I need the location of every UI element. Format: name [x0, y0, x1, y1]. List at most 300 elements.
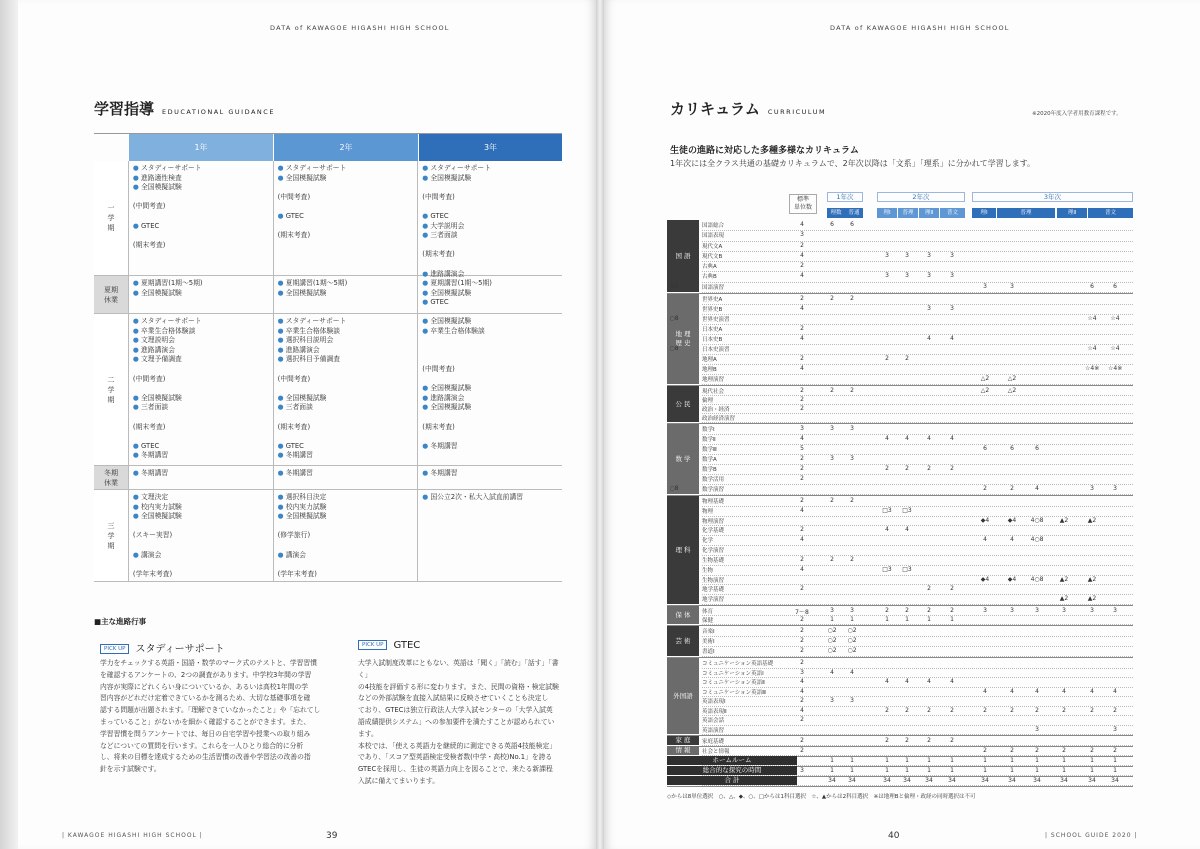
unit-value: 3: [905, 251, 909, 259]
category-divider: [667, 605, 1133, 606]
unit-value: 2: [1010, 747, 1014, 754]
unit-value: 1: [950, 757, 954, 764]
subject-name: 数学Ⅱ: [702, 437, 716, 443]
term-row: [94, 276, 562, 314]
unit-value: 1: [850, 757, 854, 764]
unit-value: 34: [848, 777, 856, 784]
curriculum-table: [667, 190, 1133, 790]
unit-value: 2: [1010, 706, 1014, 714]
subject-name: 地学基礎: [702, 587, 725, 594]
category-divider: [667, 293, 1133, 294]
cell-line: (期末考査): [422, 422, 455, 431]
bullet-icon: ●: [132, 336, 142, 345]
subject-name: 日本史A: [702, 327, 723, 333]
unit-value: 1: [830, 767, 834, 774]
bullet-icon: ●: [277, 326, 286, 335]
bullet-icon: ●: [132, 173, 142, 182]
unit-value: 4: [927, 435, 931, 442]
term-row: [94, 466, 562, 490]
subject-category: 理 科: [667, 496, 699, 604]
unit-value: 2: [905, 465, 909, 472]
row-divider: [702, 545, 1133, 546]
subject-name: コミュニケーション英語基礎: [702, 661, 774, 667]
pickup-study-support: [100, 640, 225, 655]
row-divider: [702, 677, 1133, 678]
cell-line: [133, 212, 269, 222]
bullet-icon: ●: [277, 288, 286, 297]
subject-name: 国語総合: [702, 223, 725, 229]
text-line: 大学入試制度改革にともない、英語は「聞く」「読む」「話す」「書く」: [358, 659, 559, 679]
cell-line: ● 文理説明会: [132, 336, 175, 345]
unit-value: 4: [1062, 687, 1066, 695]
subject-name: 国語表現: [702, 233, 725, 240]
course-header: 理数: [827, 208, 845, 218]
bullet-icon: ●: [132, 441, 142, 450]
subject-name: 家庭基礎: [702, 739, 725, 745]
cell-line: (中間考査): [277, 374, 311, 383]
unit-value: 34: [903, 777, 911, 784]
term-cell: [417, 466, 562, 489]
term-row: [94, 314, 562, 466]
legend: ◇からは8単位選択 ○、△、◆、○、□からは1科目選択 ☆、▲からは2科目選択 ※は地理Bと倫理・政経の同時選択は不可: [667, 794, 976, 800]
unit-value: 1: [1035, 767, 1039, 774]
cell-line: [133, 560, 269, 570]
cell-line: ● 選択科目説明会: [277, 336, 334, 345]
subject-category: 情 報: [667, 746, 699, 755]
unit-value: 2: [800, 262, 804, 270]
unit-value: 34: [1033, 777, 1041, 784]
events-title: ■主な進路行事: [94, 617, 147, 626]
unit-value: 2: [983, 485, 987, 492]
term-label: 三 学 期: [94, 490, 128, 581]
right-footer: | SCHOOL GUIDE 2020 |: [1045, 832, 1138, 839]
unit-value: 2: [1113, 706, 1117, 714]
cell-line: [422, 432, 558, 442]
unit-value: 3: [830, 425, 834, 432]
cell-line: ● 進路講演会: [422, 269, 465, 278]
bullet-icon: ●: [422, 173, 431, 182]
term-cell: [128, 276, 273, 313]
text-line: 針を示す試験です。: [100, 765, 161, 774]
unit-value: 2: [800, 497, 804, 504]
bullet-icon: ●: [277, 493, 286, 501]
row-divider: [702, 646, 1133, 647]
unit-value: 4: [950, 678, 954, 685]
unit-value: 2: [800, 697, 804, 704]
unit-value: 2: [950, 737, 954, 744]
unit-value: 2: [800, 716, 804, 723]
unit-value: 4: [885, 526, 889, 534]
subject-category: 公 民: [667, 386, 699, 422]
text-line: GTECを採用し、生徒の英語力向上を図ることで、来たる新課程: [358, 765, 553, 774]
unit-value: △2: [980, 375, 990, 382]
unit-value: 1: [983, 767, 987, 774]
category-divider: [667, 625, 1133, 626]
unit-value: 4: [800, 536, 804, 544]
unit-value: 1: [1090, 767, 1094, 774]
unit-value: 2: [800, 637, 804, 644]
unit-value: 1: [885, 757, 889, 764]
unit-value: 4: [800, 678, 804, 685]
bullet-icon: ●: [277, 164, 286, 172]
unit-value: 4○8: [1030, 536, 1044, 544]
row-divider: [702, 696, 1133, 697]
term-cell: [273, 490, 418, 581]
subject-name: 美術Ⅰ: [702, 639, 715, 645]
category-divider: [667, 385, 1133, 386]
unit-value: 3: [850, 425, 854, 432]
bullet-icon: ●: [132, 493, 142, 501]
unit-value: 1: [1090, 757, 1094, 764]
unit-value: 4: [800, 221, 804, 228]
course-header: 理Ⅰ: [972, 208, 996, 218]
unit-value: ○2: [847, 627, 857, 634]
unit-value: 2: [950, 465, 954, 472]
term-label: 夏期 休業: [94, 276, 128, 313]
unit-value: 1: [1010, 757, 1014, 764]
unit-value: 2: [950, 607, 954, 614]
unit-value: 34: [1008, 777, 1016, 784]
bullet-icon: ●: [277, 451, 286, 460]
bullet-icon: ●: [132, 279, 142, 287]
subject-name: 政治経済演習: [702, 416, 736, 422]
bullet-icon: ●: [422, 393, 431, 402]
unit-value: 3: [1035, 725, 1039, 733]
subject-name: 世界史A: [702, 297, 723, 303]
unit-value: 4: [800, 506, 804, 514]
unit-value: ▲2: [1059, 516, 1069, 524]
subject-name: 生物基礎: [702, 557, 725, 564]
left-footer: | KAWAGOE HIGASHI HIGH SCHOOL |: [62, 832, 203, 839]
bullet-icon: ●: [277, 173, 286, 182]
cell-line: ● GTEC: [132, 221, 160, 230]
unit-value: 34: [1111, 777, 1119, 784]
cell-line: (期末考査): [277, 422, 311, 431]
unit-value: 2: [905, 607, 909, 614]
term-label: 冬期 休業: [94, 466, 128, 489]
unit-value: 6: [1113, 282, 1117, 290]
unit-value: 2: [800, 659, 804, 666]
subject-name: 地理B: [702, 367, 717, 373]
course-header: 理Ⅱ: [1057, 208, 1087, 218]
bullet-icon: ●: [422, 288, 431, 297]
unit-value: 4: [1035, 485, 1039, 492]
unit-value: ☆4※: [1085, 365, 1100, 372]
term-cell: [273, 161, 418, 275]
cell-line: [278, 222, 414, 232]
year-note: ※2020年度入学者用教育課程です。: [1032, 111, 1122, 117]
unit-value: 2: [1090, 706, 1094, 714]
subject-category: 保 体: [667, 606, 699, 624]
unit-value: 1: [927, 757, 931, 764]
cell-line: ● スタディーサポート: [277, 164, 347, 172]
subject-name: 現代文A: [702, 243, 723, 250]
row-divider: [702, 364, 1133, 365]
cell-line: [133, 193, 269, 203]
unit-value: 5: [800, 445, 804, 452]
subject-name: 地理A: [702, 357, 717, 363]
subject-name: コミュニケーション英語Ⅲ: [702, 689, 766, 696]
bullet-icon: ●: [132, 451, 142, 460]
page-edge: [0, 0, 18, 849]
row-divider: [702, 484, 1133, 485]
cell-line: ● 選択科目予備調査: [277, 355, 341, 364]
cell-line: [133, 541, 269, 551]
cell-line: [422, 183, 558, 193]
row-divider: [702, 282, 1133, 283]
unit-value: ◆4: [1007, 516, 1017, 524]
cell-line: [278, 183, 414, 193]
unit-value: 4: [800, 272, 804, 280]
category-divider: [667, 423, 1133, 424]
subject-category: 総合的な探究の時間: [667, 766, 797, 775]
guidance-table: [94, 133, 562, 582]
cell-line: ● 進路講演会: [422, 393, 465, 402]
bullet-icon: ●: [132, 512, 142, 521]
unit-value: 2: [830, 497, 834, 504]
row-divider: [702, 584, 1133, 585]
right-header: DATA of KAWAGOE HIGASHI HIGH SCHOOL: [830, 24, 1010, 32]
unit-value: 3: [830, 455, 834, 462]
subject-name: 数学Ⅲ: [702, 447, 717, 453]
unit-value: 1: [850, 767, 854, 774]
grade-group-header: 2年次: [877, 192, 965, 202]
cell-line: ● 冬期講習: [277, 451, 313, 460]
unit-value: 2: [983, 747, 987, 754]
row-divider: [702, 464, 1133, 465]
unit-value: 4: [800, 305, 804, 312]
cell-line: [422, 355, 558, 365]
unit-value: △2: [1007, 387, 1017, 394]
cell-line: [278, 522, 414, 532]
cell-line: (中間考査): [132, 374, 166, 383]
unit-value: 3: [1090, 485, 1094, 492]
unit-value: 2: [850, 555, 854, 563]
subject-name: 化学: [702, 538, 714, 545]
subject-name: 生物演習: [702, 577, 725, 584]
bullet-icon: ●: [277, 345, 286, 354]
unit-value: 10: [670, 282, 678, 290]
unit-value: 4: [800, 335, 804, 342]
unit-value: 7～8: [795, 609, 809, 616]
subject-name: 書道Ⅰ: [702, 649, 715, 655]
unit-value: 6: [1035, 445, 1039, 452]
unit-value: 4: [850, 668, 854, 676]
grade-group-header: 3年次: [972, 192, 1133, 202]
cell-line: ● 卒業生合格体験談: [422, 326, 485, 335]
bullet-icon: ●: [422, 403, 431, 412]
cell-line: [133, 413, 269, 423]
unit-value: 34: [883, 777, 891, 784]
unit-value: 2: [830, 555, 834, 563]
unit-value: 4: [800, 565, 804, 573]
unit-value: 2: [800, 475, 804, 482]
unit-value: 1: [850, 616, 854, 623]
subject-name: 政治・経済: [702, 407, 730, 413]
bullet-icon: ●: [132, 183, 142, 192]
cell-line: ● スタディーサポート: [132, 317, 202, 325]
cell-line: (期末考査): [277, 231, 311, 240]
row-divider: [702, 241, 1133, 242]
unit-value: 3: [850, 607, 854, 614]
subject-name: 英語表現Ⅰ: [702, 699, 726, 705]
unit-value: 3: [1090, 607, 1094, 614]
unit-value: 2: [1062, 747, 1066, 754]
unit-value: 1: [927, 767, 931, 774]
row-divider: [702, 636, 1133, 637]
unit-value: 6: [983, 445, 987, 452]
unit-value: 1: [1062, 757, 1066, 764]
subject-name: 古典B: [702, 274, 717, 281]
unit-value: 34: [1060, 777, 1068, 784]
cell-line: ● 文理決定: [132, 493, 169, 501]
term-cell: [417, 490, 562, 581]
curriculum-description: 1年次には全クラス共通の基礎カリキュラムで、2年次以降は「文系」「理系」に分かれて学習します。: [670, 159, 1036, 168]
course-header: 理Ⅱ: [919, 208, 939, 218]
cell-line: ● スタディーサポート: [132, 164, 202, 172]
text-line: ます。: [358, 729, 378, 738]
cell-line: ● 冬期講習: [277, 469, 313, 477]
term-cell: [128, 314, 273, 465]
cell-line: ● 大学説明会: [422, 221, 465, 230]
cell-line: ● 講演会: [132, 550, 162, 559]
title-ja: 学習指導: [94, 100, 155, 118]
page-number-right: 40: [888, 831, 900, 841]
subject-category: 芸 術: [667, 626, 699, 656]
unit-value: 1: [950, 767, 954, 774]
row-divider: [702, 725, 1133, 726]
category-divider: [667, 495, 1133, 496]
subject-name: 物理基礎: [702, 499, 725, 505]
row-divider: [702, 261, 1133, 262]
subject-name: 現代社会: [702, 389, 725, 395]
unit-value: 2: [850, 387, 854, 394]
unit-value: 1: [1035, 757, 1039, 764]
cell-line: (期末考査): [422, 250, 455, 259]
unit-value: 3: [950, 305, 954, 312]
cell-line: ● 全国模擬試験: [422, 403, 472, 412]
unit-value: 6: [830, 221, 834, 228]
grade-group-header: 1年次: [827, 192, 863, 202]
cell-line: (中間考査): [132, 202, 166, 211]
unit-value: 1: [905, 757, 909, 764]
row-divider: [702, 271, 1133, 272]
unit-value: 1: [1010, 767, 1014, 774]
cell-line: ● 三者面談: [422, 231, 458, 240]
text-line: 認する問題が出題されます。「理解できていなかったこと」や「忘れてし: [100, 706, 321, 715]
cell-line: ● 全国模擬試験: [132, 288, 182, 297]
unit-value: 3: [983, 282, 987, 290]
row-divider: [702, 395, 1133, 396]
cell-line: ● 講演会: [277, 550, 307, 559]
term-cell: [128, 490, 273, 581]
course-header: 普文: [1088, 208, 1133, 218]
unit-value: △2: [980, 387, 990, 394]
unit-value: ☆4※: [1108, 365, 1123, 372]
cell-line: ● 全国模擬試験: [277, 288, 327, 297]
unit-value: ◆4: [1007, 575, 1017, 583]
unit-value: ○2: [827, 627, 837, 634]
unit-value: ▲2: [1059, 575, 1069, 583]
cell-line: ● 夏期講習(1期～5期): [422, 279, 492, 287]
unit-value: ☆4: [1110, 345, 1120, 352]
cell-line: ● GTEC: [132, 441, 160, 450]
cell-line: ● 三者面談: [277, 403, 313, 412]
text-line: 習内容がどれだけ定着できているかを測るため、大切な基礎事項を確: [100, 694, 311, 703]
unit-value: □3: [902, 565, 912, 573]
bullet-icon: ●: [132, 345, 142, 354]
pickup-tag: PICK UP: [358, 640, 387, 650]
bullet-icon: ●: [277, 403, 286, 412]
subject-category: 数 学: [667, 424, 699, 494]
row-divider: [702, 615, 1133, 616]
subject-name: 社会と情報: [702, 749, 730, 755]
unit-value: 3: [1113, 725, 1117, 733]
cell-line: (期末考査): [132, 422, 166, 431]
row-divider: [702, 404, 1133, 405]
bullet-icon: ●: [132, 355, 142, 364]
cell-line: (期末考査): [132, 240, 166, 249]
cell-line: ● 選択科目決定: [277, 493, 327, 501]
subject-name: 数学B: [702, 467, 717, 473]
unit-value: 1: [983, 757, 987, 764]
unit-value: 3: [800, 767, 804, 774]
cell-line: ● 進路講演会: [132, 345, 175, 354]
unit-value: 3: [1113, 485, 1117, 492]
cell-line: ● 冬期講習: [132, 469, 169, 477]
unit-value: 34: [981, 777, 989, 784]
term-row: [94, 161, 562, 276]
row-divider: [702, 668, 1133, 669]
unit-value: 2: [1035, 747, 1039, 754]
unit-value: 1: [950, 616, 954, 623]
bullet-icon: ●: [422, 221, 431, 230]
unit-value: ▲2: [1059, 595, 1069, 603]
unit-value: 2: [800, 585, 804, 593]
term-row: [94, 490, 562, 582]
unit-value: 3: [830, 607, 834, 614]
subject-name: 生物: [702, 567, 714, 574]
unit-value: 2: [800, 455, 804, 462]
unit-value: 3: [905, 272, 909, 280]
text-line: を確認するアンケートの、2つの調査があります。中学校3年間の学習: [100, 670, 312, 679]
year-2-header: 2年: [273, 134, 418, 161]
cell-line: ● GTEC: [277, 441, 304, 450]
unit-value: 34: [1088, 777, 1096, 784]
cell-line: ● 全国模擬試験: [277, 512, 327, 521]
unit-value: 3: [950, 251, 954, 259]
cell-line: [133, 231, 269, 241]
cell-line: ● 卒業生合格体験談: [277, 326, 341, 335]
cell-line: ● 全国模擬試験: [422, 288, 472, 297]
subject-name: 数学演習: [702, 487, 725, 493]
bullet-icon: ●: [422, 441, 431, 450]
title-ja: カリキュラム: [670, 100, 760, 118]
unit-value: 1: [1113, 767, 1117, 774]
unit-value: □3: [882, 506, 892, 514]
bullet-icon: ●: [132, 550, 142, 559]
bullet-icon: ●: [422, 231, 431, 240]
row-divider: [702, 344, 1133, 345]
subject-name: 英語演習: [702, 727, 725, 734]
page-title: [94, 98, 275, 119]
cell-line: [278, 202, 414, 212]
unit-value: 2: [800, 396, 804, 403]
unit-value: 2: [905, 737, 909, 744]
subject-name: 数学A: [702, 457, 717, 463]
unit-value: 34: [948, 777, 956, 784]
bullet-icon: ●: [277, 502, 286, 511]
